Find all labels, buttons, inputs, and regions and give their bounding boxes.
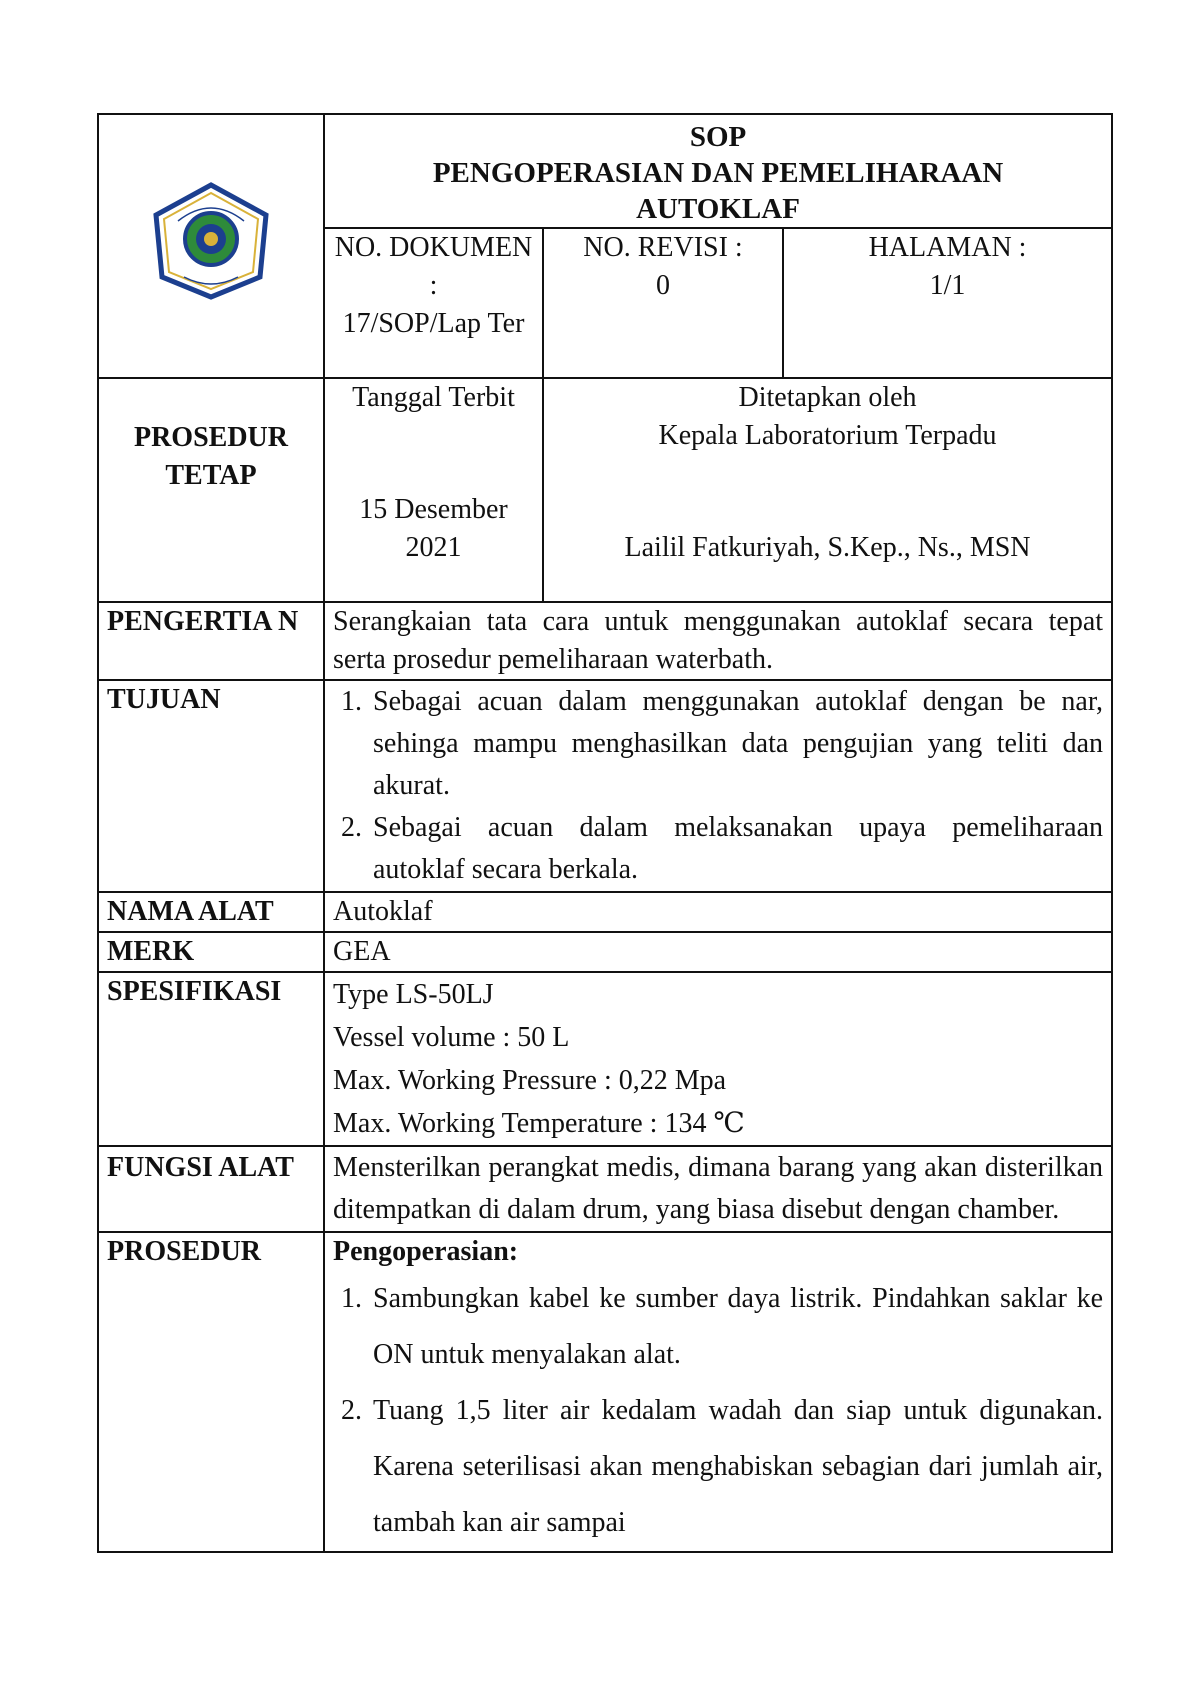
merk-label: MERK bbox=[98, 932, 324, 972]
spec-line: Max. Working Temperature : 134 ℃ bbox=[333, 1108, 745, 1139]
tujuan-item: 2. Sebagai acuan dalam melaksanakan upaya pemeliharaan autoklaf secara berkala. bbox=[369, 807, 1103, 891]
tanggal-label: Tanggal Terbit bbox=[352, 382, 515, 413]
merk-value: GEA bbox=[324, 932, 1112, 972]
prosedur-label: PROSEDUR bbox=[98, 1232, 324, 1552]
title-line-1: SOP bbox=[689, 121, 747, 153]
halaman-cell bbox=[783, 228, 1112, 378]
spec-line: Vessel volume : 50 L bbox=[333, 1022, 570, 1053]
tujuan-cell bbox=[324, 680, 1112, 892]
title-line-2: PENGOPERASIAN DAN PEMELIHARAAN bbox=[432, 157, 1004, 189]
no-revisi-cell bbox=[543, 228, 783, 378]
tujuan-label: TUJUAN bbox=[98, 680, 324, 892]
prosedur-item: 1. Sambungkan kabel ke sumber daya listrik. Pindahkan saklar ke ON untuk menyalakan alat. bbox=[369, 1271, 1103, 1383]
logo-cell bbox=[98, 114, 324, 378]
no-revisi-label: NO. REVISI : bbox=[583, 232, 743, 263]
ditetapkan-name: Lailil Fatkuriyah, S.Kep., Ns., MSN bbox=[624, 532, 1031, 563]
nama-alat-value: Autoklaf bbox=[324, 892, 1112, 932]
halaman-label: HALAMAN : bbox=[868, 232, 1027, 263]
sop-document bbox=[97, 113, 1111, 1553]
university-logo bbox=[148, 181, 274, 301]
no-dokumen-value: 17/SOP/Lap Ter bbox=[342, 308, 525, 339]
prosedur-list bbox=[333, 1271, 1103, 1551]
prosedur-tetap-label: PROSEDUR TETAP bbox=[98, 378, 324, 602]
spesifikasi-cell bbox=[324, 972, 1112, 1146]
tanggal-value: 15 Desember 2021 bbox=[359, 494, 508, 563]
halaman-value: 1/1 bbox=[929, 270, 966, 301]
no-dokumen-label: NO. DOKUMEN : bbox=[334, 232, 533, 301]
nama-alat-label: NAMA ALAT bbox=[98, 892, 324, 932]
pengertian-label: PENGERTIA N bbox=[98, 602, 324, 680]
fungsi-label: FUNGSI ALAT bbox=[98, 1146, 324, 1232]
prosedur-heading: Pengoperasian: bbox=[333, 1236, 519, 1267]
sop-title bbox=[324, 114, 1112, 228]
tujuan-item: 1. Sebagai acuan dalam menggunakan autoklaf dengan be nar, sehinga mampu menghasilkan data pengujian yang teliti dan akurat. bbox=[369, 681, 1103, 807]
prosedur-cell bbox=[324, 1232, 1112, 1552]
ditetapkan-cell bbox=[543, 378, 1112, 602]
ditetapkan-label: Ditetapkan oleh bbox=[738, 382, 917, 413]
tanggal-cell bbox=[324, 378, 543, 602]
no-dokumen-cell bbox=[324, 228, 543, 378]
tujuan-list bbox=[333, 681, 1103, 891]
prosedur-item: 2. Tuang 1,5 liter air kedalam wadah dan siap untuk digunakan. Karena seterilisasi akan menghabiskan sebagian dari jumlah air, tambah kan air sampai bbox=[369, 1383, 1103, 1551]
title-line-3: AUTOKLAF bbox=[636, 193, 800, 225]
no-revisi-value: 0 bbox=[656, 270, 670, 301]
fungsi-text: Mensterilkan perangkat medis, dimana barang yang akan disterilkan ditempatkan di dalam drum, yang biasa disebut dengan chamber. bbox=[324, 1146, 1112, 1232]
spesifikasi-label: SPESIFIKASI bbox=[98, 972, 324, 1146]
spec-line: Max. Working Pressure : 0,22 Mpa bbox=[333, 1065, 727, 1096]
spec-line: Type LS-50LJ bbox=[333, 979, 494, 1010]
pengertian-text: Serangkaian tata cara untuk menggunakan autoklaf secara tepat serta prosedur pemeliharaan waterbath. bbox=[324, 602, 1112, 680]
ditetapkan-role: Kepala Laboratorium Terpadu bbox=[658, 420, 997, 451]
sop-table bbox=[97, 113, 1113, 1553]
